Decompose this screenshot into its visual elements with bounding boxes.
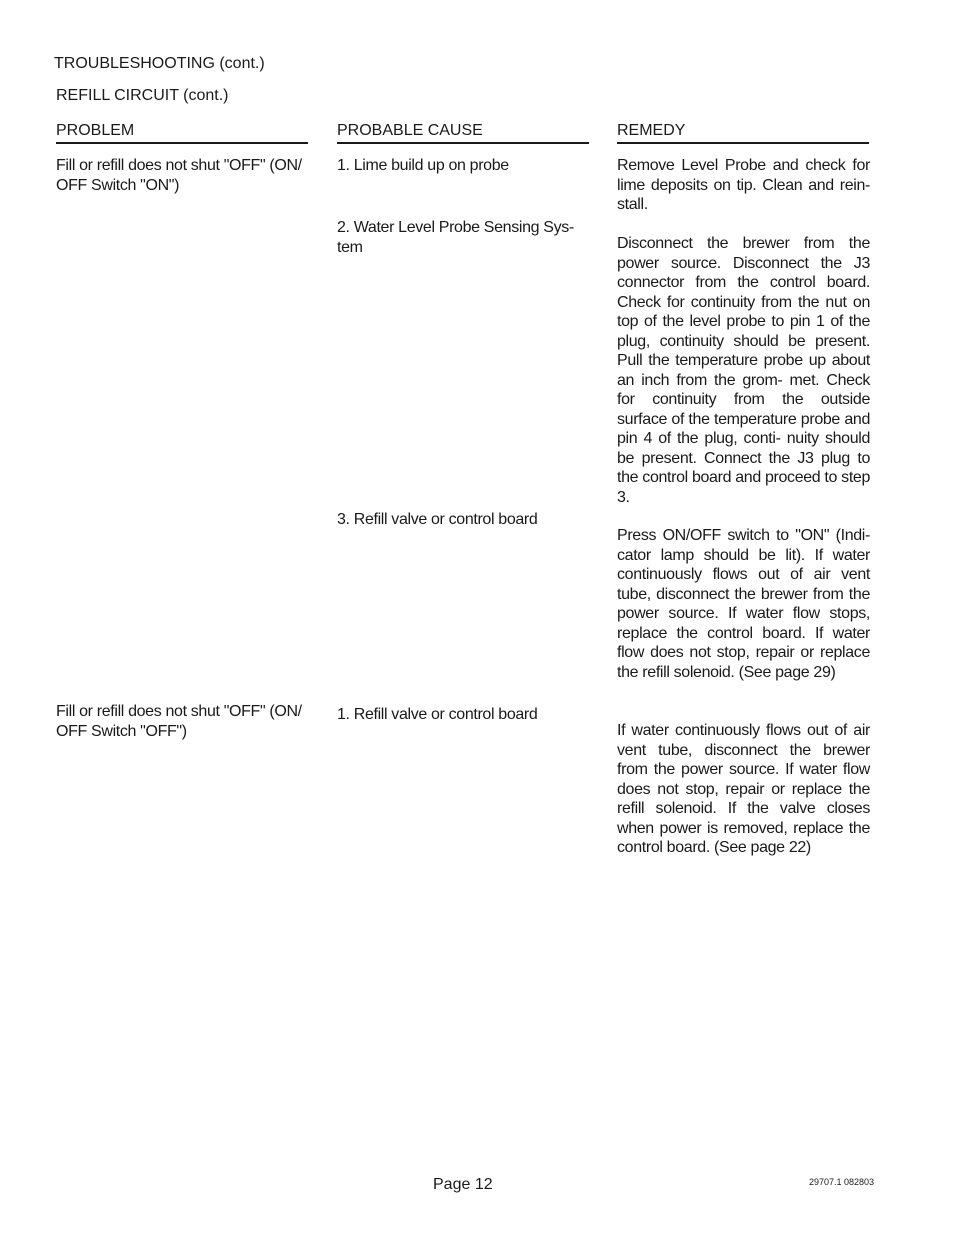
remedy-text: Press ON/OFF switch to "ON" (Indi- cator lamp should be lit). If water continuously flows out of air vent tube, disconnect the brewer from the power source. If water flow stops, replace the control board. If water flow does not stop, repair or replace the refill solenoid. (See page 29) <box>617 527 870 681</box>
cause-text: 1. Lime build up on probe <box>337 157 509 174</box>
remedy-text: Disconnect the brewer from the power source. Disconnect the J3 connector from the control board. Check for continuity from the nut on top of the level probe to pin 1 of the plug, continuity should be present. Pull the temperature probe up about an inch from the grom- met. Check for continuity from the outside surface of the temperature probe and pin 4 of the plug, conti- nuity should be present. Connect the J3 plug to the control board and proceed to step 3. <box>617 235 871 506</box>
document-code: 29707.1 082803 <box>809 1177 875 1187</box>
column-header-problem: PROBLEM <box>56 122 308 144</box>
cause-text: 1. Refill valve or control board <box>337 706 538 723</box>
column-header-probable-cause: PROBABLE CAUSE <box>337 122 589 144</box>
column-header-remedy: REMEDY <box>617 122 869 144</box>
subsection-title: REFILL CIRCUIT (cont.) <box>56 87 229 104</box>
remedy-text: Remove Level Probe and check for lime deposits on tip. Clean and rein- stall. <box>617 157 870 213</box>
cause-text: 2. Water Level Probe Sensing Sys- tem <box>337 219 574 256</box>
remedy-text: If water continuously flows out of air vent tube, disconnect the brewer from the power source. If water flow does not stop, repair or replace the refill solenoid. If the valve closes when power is removed, replace the control board. (See page 22) <box>617 722 870 856</box>
cause-text: 3. Refill valve or control board <box>337 511 538 528</box>
problem-text: Fill or refill does not shut "OFF" (ON/ OFF Switch "OFF") <box>56 703 302 740</box>
page-number: Page 12 <box>433 1176 493 1193</box>
problem-text: Fill or refill does not shut "OFF" (ON/ OFF Switch "ON") <box>56 157 302 194</box>
section-title: TROUBLESHOOTING (cont.) <box>54 55 265 72</box>
